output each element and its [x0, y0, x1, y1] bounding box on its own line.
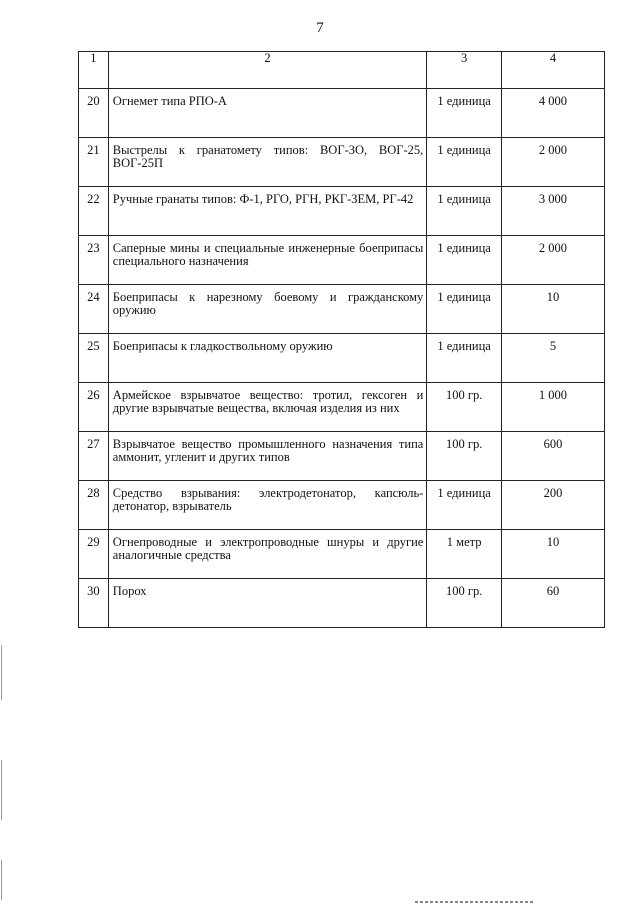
row-number-cell-text: 30	[87, 584, 100, 598]
value-cell-text: 4 000	[538, 94, 568, 108]
value-cell-text: 600	[543, 437, 563, 451]
unit-cell-text: 1 единица	[437, 486, 491, 500]
row-number-cell	[79, 236, 109, 285]
header-cell-4: 4	[501, 52, 604, 89]
value-cell	[501, 432, 604, 481]
scan-artifact	[415, 901, 535, 903]
item-name-cell	[108, 89, 427, 138]
unit-cell	[427, 187, 502, 236]
row-number-cell-text: 25	[87, 339, 100, 353]
table-row	[79, 236, 605, 285]
item-name-cell	[108, 334, 427, 383]
item-name-cell	[108, 187, 427, 236]
row-number-cell-text: 26	[87, 388, 100, 402]
value-cell-text: 1 000	[538, 388, 568, 402]
item-name-cell-text: Саперные мины и специальные инженерные боеприпасы специального назначения	[112, 241, 424, 268]
table-row	[79, 89, 605, 138]
value-cell-text: 3 000	[538, 192, 568, 206]
scan-artifact	[1, 760, 2, 820]
item-name-cell-text: Выстрелы к гранатомету типов: ВОГ-ЗО, ВОГ-25, ВОГ-25П	[112, 143, 424, 170]
item-name-cell-text: Порох	[112, 584, 147, 598]
table-row	[79, 530, 605, 579]
item-name-cell-text: Боеприпасы к гладкоствольному оружию	[112, 339, 333, 353]
table-row	[79, 285, 605, 334]
row-number-cell	[79, 383, 109, 432]
row-number-cell	[79, 89, 109, 138]
item-name-cell	[108, 383, 427, 432]
row-number-cell	[79, 481, 109, 530]
value-cell-text: 200	[543, 486, 563, 500]
unit-cell-text: 1 метр	[446, 535, 482, 549]
row-number-cell	[79, 334, 109, 383]
item-name-cell	[108, 530, 427, 579]
table-row	[79, 481, 605, 530]
row-number-cell-text: 21	[87, 143, 100, 157]
row-number-cell	[79, 530, 109, 579]
item-name-cell	[108, 481, 427, 530]
item-name-cell	[108, 579, 427, 628]
value-cell-text: 2 000	[538, 143, 568, 157]
unit-cell-text: 100 гр.	[445, 388, 483, 402]
row-number-cell-text: 27	[87, 437, 100, 451]
item-name-cell	[108, 138, 427, 187]
scan-artifact	[1, 860, 2, 900]
unit-cell	[427, 89, 502, 138]
table-row	[79, 138, 605, 187]
row-number-cell-text: 23	[87, 241, 100, 255]
value-cell	[501, 334, 604, 383]
value-cell-text: 10	[546, 535, 560, 549]
value-cell-text: 2 000	[538, 241, 568, 255]
value-cell-text: 60	[546, 584, 560, 598]
unit-cell	[427, 481, 502, 530]
row-number-cell-text: 20	[87, 94, 100, 108]
item-name-cell-text: Средство взрывания: электродетонатор, капсюль-детонатор, взрыватель	[112, 486, 424, 513]
header-cell-1: 1	[79, 52, 109, 89]
value-cell	[501, 530, 604, 579]
unit-cell-text: 100 гр.	[445, 584, 483, 598]
value-cell	[501, 383, 604, 432]
items-table	[78, 51, 605, 628]
item-name-cell-text: Ручные гранаты типов: Ф-1, РГО, РГН, РКГ-ЗЕМ, РГ-42	[112, 192, 414, 206]
table-header-row	[79, 52, 605, 89]
unit-cell-text: 100 гр.	[445, 437, 483, 451]
row-number-cell-text: 22	[87, 192, 100, 206]
row-number-cell	[79, 187, 109, 236]
item-name-cell-text: Взрывчатое вещество промышленного назначения типа аммонит, угленит и других типов	[112, 437, 424, 464]
unit-cell	[427, 432, 502, 481]
unit-cell	[427, 236, 502, 285]
row-number-cell	[79, 285, 109, 334]
page-number: 7	[316, 20, 324, 36]
row-number-cell	[79, 432, 109, 481]
value-cell-text: 5	[549, 339, 557, 353]
unit-cell-text: 1 единица	[437, 290, 491, 304]
table-row	[79, 432, 605, 481]
unit-cell-text: 1 единица	[437, 143, 491, 157]
unit-cell	[427, 383, 502, 432]
unit-cell-text: 1 единица	[437, 94, 491, 108]
row-number-cell	[79, 138, 109, 187]
row-number-cell	[79, 579, 109, 628]
scan-artifact	[1, 645, 2, 700]
item-name-cell	[108, 236, 427, 285]
row-number-cell-text: 29	[87, 535, 100, 549]
unit-cell	[427, 285, 502, 334]
value-cell	[501, 285, 604, 334]
item-name-cell	[108, 432, 427, 481]
value-cell	[501, 89, 604, 138]
table-row	[79, 579, 605, 628]
unit-cell	[427, 530, 502, 579]
item-name-cell-text: Огнемет типа РПО-А	[112, 94, 227, 108]
item-name-cell-text: Армейское взрывчатое вещество: тротил, гексоген и другие взрывчатые вещества, включая изделия из них	[112, 388, 424, 415]
header-cell-2: 2	[108, 52, 427, 89]
header-cell-3: 3	[427, 52, 502, 89]
value-cell	[501, 236, 604, 285]
unit-cell-text: 1 единица	[437, 192, 491, 206]
item-name-cell-text: Огнепроводные и электропроводные шнуры и другие аналогичные средства	[112, 535, 424, 562]
value-cell	[501, 187, 604, 236]
table-row	[79, 187, 605, 236]
table-row	[79, 334, 605, 383]
item-name-cell	[108, 285, 427, 334]
value-cell-text: 10	[546, 290, 560, 304]
unit-cell	[427, 138, 502, 187]
item-name-cell-text: Боеприпасы к нарезному боевому и гражданскому оружию	[112, 290, 424, 317]
unit-cell-text: 1 единица	[437, 241, 491, 255]
unit-cell-text: 1 единица	[437, 339, 491, 353]
table-row	[79, 383, 605, 432]
unit-cell	[427, 334, 502, 383]
value-cell	[501, 481, 604, 530]
unit-cell	[427, 579, 502, 628]
value-cell	[501, 579, 604, 628]
row-number-cell-text: 24	[87, 290, 100, 304]
value-cell	[501, 138, 604, 187]
row-number-cell-text: 28	[87, 486, 100, 500]
